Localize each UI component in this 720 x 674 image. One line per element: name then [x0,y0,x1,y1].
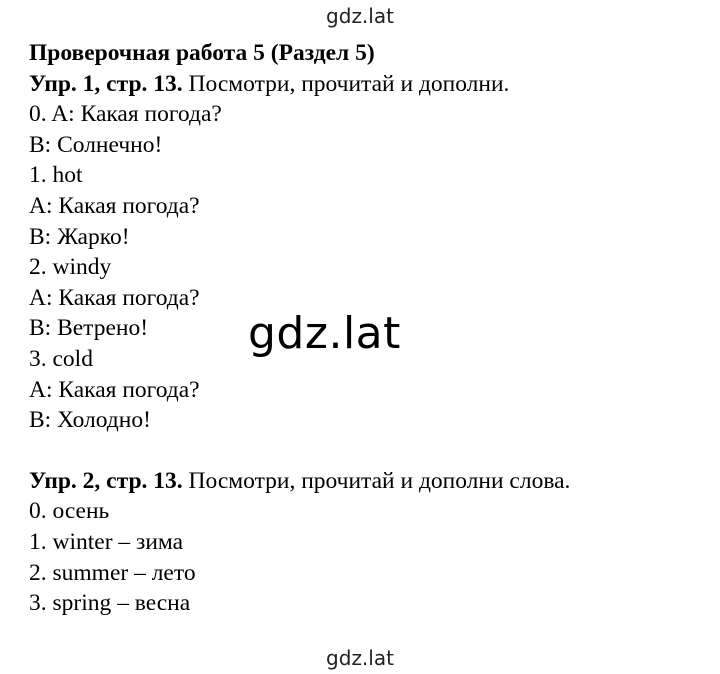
exercise1-line: A: Какая погода? [29,376,200,403]
exercise1-heading-text: Посмотри, прочитай и дополни. [182,70,510,97]
exercise2-line: 1. winter – зима [29,528,184,555]
exercise1-line: 0. A: Какая погода? [29,101,222,128]
exercise2-line: 3. spring – весна [29,590,191,617]
watermark-top: gdz.lat [326,4,394,28]
exercise1-line: B: Жарко! [29,223,130,250]
exercise1-line: 1. hot [29,162,83,189]
exercise1-heading [29,69,709,100]
worksheet-title: Проверочная работа 5 (Раздел 5) [29,40,375,66]
exercise2-heading [29,466,709,497]
exercise2-line: 0. осень [29,498,110,525]
exercise2-line: 2. summer – лето [29,559,196,586]
section-spacer [29,436,709,466]
exercise1-line: 2. windy [29,254,112,281]
watermark-center: gdz.lat [248,308,401,359]
exercise1-line: 3. cold [29,345,93,372]
exercise1-line: A: Какая погода? [29,192,200,219]
watermark-bottom: gdz.lat [326,646,394,670]
exercise1-line: A: Какая погода? [29,284,200,311]
exercise2-heading-number: Упр. 2, стр. 13. [29,467,183,494]
exercise1-line: B: Холодно! [29,407,151,434]
exercise1-line: B: Солнечно! [29,131,163,158]
exercise2-heading-text: Посмотри, прочитай и дополни слова. [182,467,571,494]
exercise1-line: B: Ветрено! [29,315,149,342]
exercise1-heading-number: Упр. 1, стр. 13. [29,70,183,97]
